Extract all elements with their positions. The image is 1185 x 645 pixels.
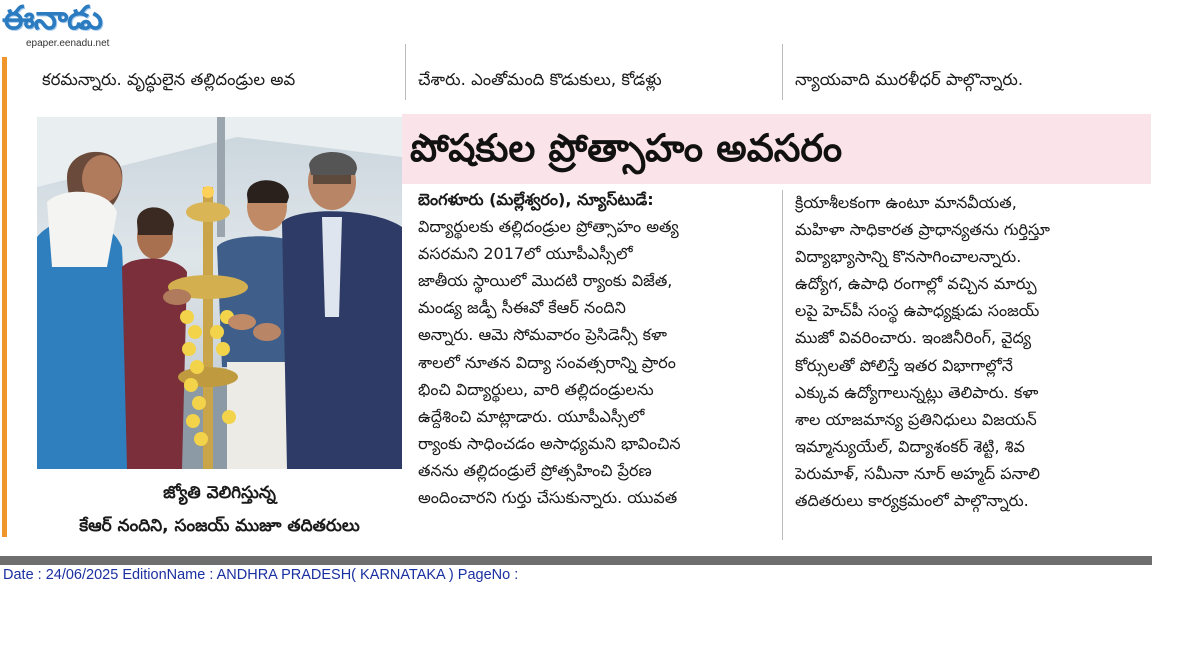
article-line: తదితరులు కార్యక్రమంలో పాల్గొన్నారు. (795, 491, 1029, 511)
article-line: శాల యాజమాన్య ప్రతినిధులు విజయన్ (795, 409, 1037, 429)
edition-info: Date : 24/06/2025 EditionName : ANDHRA PRADESH( KARNATAKA ) PageNo : (3, 567, 519, 583)
article-line: ర్యాంకు సాధించడం అసాధ్యమని భావించిన (418, 433, 681, 453)
article-line: అన్నారు. ఆమె సోమవారం ప్రెసిడెన్సీ కళా (418, 325, 667, 345)
article-line: క్రియాశీలకంగా ఉంటూ మానవీయత, (795, 193, 1017, 212)
column-divider (782, 190, 783, 540)
article-line: శాలలో నూతన విద్యా సంవత్సరాన్ని ప్రారం (418, 352, 676, 372)
prev-article-col1-line: కరమన్నారు. వృద్ధులైన తల్లిదండ్రుల అవ (42, 70, 296, 89)
dateline: బెంగళూరు (మల్లేశ్వరం), న్యూస్‌టుడే: (418, 190, 654, 209)
photo-caption-line1: జ్యోతి వెలిగిస్తున్న (163, 483, 276, 503)
article-line: ఇమ్మాన్యుయేల్, విద్యాశంకర్ శెట్టి, శివ (795, 436, 1025, 456)
article-line: విద్యార్థులకు తల్లిదండ్రుల ప్రోత్సాహం అత్య (418, 217, 679, 237)
column-divider (782, 44, 783, 100)
column-divider (405, 44, 406, 100)
article-column-1 (418, 186, 770, 511)
article-headline: పోషకుల ప్రోత్సాహం అవసరం (410, 126, 843, 170)
article-column-2 (795, 189, 1145, 514)
article-photo[interactable] (37, 117, 402, 469)
article-line: ఉద్యోగ, ఉపాధి రంగాల్లో వచ్చిన మార్పు (795, 274, 1037, 294)
article-line: కోర్సులతో పోలిస్తే ఇతర విభాగాల్లోనే (795, 355, 1013, 375)
page-bottom-rule (0, 556, 1152, 565)
accent-bar (2, 57, 7, 537)
article-line: అందించారని గుర్తు చేసుకున్నారు. యువత (418, 488, 678, 508)
prev-article-col3-line: న్యాయవాది మురళీధర్ పాల్గొన్నారు. (795, 70, 1024, 89)
article-line: జాతీయ స్థాయిలో మొదటి ర్యాంకు విజేత, (418, 271, 673, 291)
article-line: పెరుమాళ్, సమీనా నూర్ అహ్మద్ పనాలి (795, 463, 1040, 483)
article-line: తనను తల్లిదండ్రులే ప్రోత్సహించి ప్రేరణ (418, 460, 652, 480)
article-line: మండ్య జడ్పీ సీఈవో కేఆర్ నందిని (418, 298, 626, 318)
article-line: ముజో వివరించారు. ఇంజినీరింగ్, వైద్య (795, 328, 1032, 348)
prev-article-col2-line: చేశారు. ఎంతోమంది కొడుకులు, కోడళ్లు (418, 70, 662, 89)
article-line: ఉద్దేశించి మాట్లాడారు. యూపీఎస్సీలో (418, 406, 645, 426)
article-line: విద్యాభ్యాసాన్ని కొనసాగించాలన్నారు. (795, 247, 1022, 267)
article-line: మహిళా సాధికారత ప్రాధాన్యతను గుర్తిస్తూ (795, 220, 1050, 240)
article-line: భించి విద్యార్థులు, వారి తల్లిదండ్రులను (418, 379, 654, 399)
logo-url: epaper.eenadu.net (26, 38, 110, 49)
photo-caption-line2: కేఆర్ నందిని, సంజయ్ ముజూ తదితరులు (79, 516, 360, 536)
article-line: ఎక్కువ ఉద్యోగాలున్నట్లు తెలిపారు. కళా (795, 382, 1039, 402)
article-line: లపై హెచ్‌పీ సంస్థ ఉపాధ్యక్షుడు సంజయ్ (795, 301, 1040, 321)
article-line: వసరమని 2017లో యూపీఎస్సీలో (418, 244, 633, 264)
eenadu-logo[interactable] (2, 2, 137, 50)
headline-banner (402, 114, 1151, 184)
logo-wordmark: ఈనాడు (2, 0, 102, 37)
lamp-lighting-photo (37, 117, 402, 469)
